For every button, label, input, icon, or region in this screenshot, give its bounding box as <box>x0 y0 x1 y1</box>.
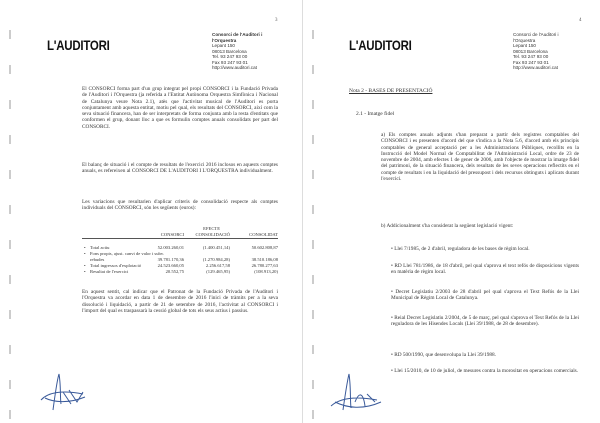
column-header: CONSOLIDAT <box>249 232 278 237</box>
cell: (1.400.451,14) <box>202 245 230 250</box>
row-label: Total ingressos d'explotació <box>90 263 142 268</box>
address-line: Lepant 150 <box>513 43 536 48</box>
binding-holes <box>312 20 315 420</box>
signature <box>325 372 385 414</box>
page-number: 3 <box>275 18 278 23</box>
section-title: 2.1 - Imatge fidel <box>356 111 395 117</box>
cell: (1.270.984,28) <box>202 257 230 262</box>
bullet-item: • Reial Decret Legislatiu 2/2004, de 5 de març, pel qual s'aprova el Text Refós de la Llei reguladora de les Hisendes Locals (Llei 39/1988, de 28 de desembre). <box>391 315 579 328</box>
table-row: • Resultat de l'exercici 20.552,75 (129.465,95) (108.913,20) <box>84 269 278 274</box>
address-line: 08013 Barcelona <box>212 48 247 54</box>
cell: 52.003.260,01 <box>157 245 184 250</box>
address-link[interactable]: http://www.auditori.cat <box>513 65 558 70</box>
document-page-left <box>0 0 298 423</box>
address-line: Fax 93 247 93 01 <box>212 59 248 65</box>
cell: 20.552,75 <box>165 269 184 274</box>
bullet-item: • Llei 7/1985, de 2 d'abril, reguladora de les bases de règim local. <box>391 246 530 252</box>
signature <box>33 370 93 412</box>
address-line: l'Orquestra <box>212 37 237 43</box>
row-label: rebudes <box>90 257 105 262</box>
address-line: Lepant 150 <box>212 43 235 48</box>
page-number: 4 <box>579 18 582 23</box>
bullet-item: • Decret Legislatiu 2/2003 de 28 d'abril pel qual s'aprova el Text Refós de la Llei Municipal de Règim Local de Catalunya. <box>391 289 579 302</box>
table-row: • Total actiu 52.003.260,01 (1.400.451,14) 50.602.808,87 <box>84 245 278 250</box>
table-header <box>82 226 278 239</box>
address-link[interactable]: http://www.auditori.cat <box>212 65 257 70</box>
cell: (108.913,20) <box>254 269 278 274</box>
address-line: Tel. 93 247 93 00 <box>212 54 248 59</box>
table-row: • Total ingressos d'explotació 24.523.660,05 2.256.617,58 26.780.277,63 <box>84 263 278 268</box>
address-line: Consorci de l'Auditori i <box>513 32 559 37</box>
address-block <box>513 32 559 71</box>
group-header: EFECTE <box>203 226 220 231</box>
column-header: CONSORCI <box>160 232 184 237</box>
cell: 24.523.660,05 <box>157 263 184 268</box>
cell: 2.256.617,58 <box>205 263 230 268</box>
address-line: 08013 Barcelona <box>513 48 548 54</box>
cell: 26.780.277,63 <box>251 263 278 268</box>
column-header: CONSOLIDACIÓ <box>195 232 230 237</box>
cell: 50.602.808,87 <box>251 245 278 250</box>
bullet-item: • RD Llei 781/1986, de 18 d'abril, pel qual s'aprova el text refós de disposicions vigents en matèria de règim local. <box>391 263 580 276</box>
bullet-item: • Llei 15/2010, de 10 de juliol, de mesures contra la morositat en operacions comercials. <box>391 368 579 374</box>
address-line: Tel. 93 247 93 00 <box>513 54 549 59</box>
paragraph: Les variacions que resultarien d'aplicar criteris de consolidació respecte als comptes individuals del CONSORCI, són les següents (euros): <box>82 199 278 212</box>
paragraph: El balanç de situació i el compte de resultats de l'exercici 2016 inclosos en aquests comptes anuals, es refereixen al CONSORCI DE L'AUDITORI I L'ORQUESTRA individualment. <box>82 162 278 175</box>
paragraph: El CONSORCI forma part d'un grup integrat pel propi CONSORCI i la Fundació Privada de l'Auditori i l'Orquestra (ja referida a l'Entitat Autònoma Orquestra Simfònica i Nacional de Catalunya veure Nota 2.1), atès que l'activitat musical de l'Auditori es porta conjuntament amb aquesta entitat, motiu pel qual, els resultats del CONSORCI, així com la seva situació financera, han de ser interpretats de forma conjunta amb la resta d'entitats que conformen el grup, donant lloc a que es formulin comptes anuals consolidats per part del CONSORCI. <box>82 86 278 130</box>
consolidation-table <box>82 226 278 275</box>
document-page-right <box>302 0 600 423</box>
row-label: Resultat de l'exercici <box>90 269 129 274</box>
cell: (129.465,95) <box>206 269 230 274</box>
cell: 38.510.186,08 <box>251 257 278 262</box>
address-block <box>212 32 262 71</box>
bullet-item: • RD 500/1990, que desenvolupa la Llei 39/1988. <box>391 352 496 358</box>
note-title: Nota 2 - BASES DE PRESENTACIÓ <box>349 88 433 94</box>
binding-holes <box>9 20 12 420</box>
auditori-logo: L'AUDITORI <box>47 37 110 53</box>
row-label: Fons propis, ajust. canvi de valor i subv. <box>90 251 164 256</box>
auditori-logo: L'AUDITORI <box>349 37 412 53</box>
row-label: Total actiu <box>90 245 110 250</box>
paragraph: En aquest sentit, cal indicar que el Patronat de la Fundació Privada de l'Auditori i l'Orquestra va acordar en data 1 de desembre de 2016 l'inici de tràmits per a la seva dissolució i liquidació, a partir de 21 de setembre de 2016, l'activitat al CONSORCI i l'import del qual es traspassarà la cessió global de tots els seus actius i passius. <box>82 289 278 314</box>
paragraph-a: a) Els comptes anuals adjunts s'han preparat a partir dels registres comptables del CONSORCI i es presenten d'acord del que s'indica a la Nota 5.6, d'acord amb els principis comptables de general acceptació per a les Administracions Públiques, recollits en la Instrucció del Model Normal de Comptabilitat de l'Administració Local, ordre de 23 de novembre de 2004, amb efectes 1 de gener de 2006, amb l'objecte de mostrar la imatge fidel del patrimoni, de la situació financera, dels resultats de les seves operacions reflectits en el compte de resultats i en la liquidació del pressupost i dels recursos obtinguts i aplicats durant l'exercici. <box>381 132 579 183</box>
address-line: Consorci de l'Auditori i <box>212 32 263 37</box>
table-row: • Fons propis, ajust. canvi de valor i subv. <box>84 251 164 256</box>
cell: 39.781.170,36 <box>157 257 184 262</box>
address-line: Fax 93 247 93 01 <box>513 59 549 65</box>
paragraph-b: b) Addicionalment s'ha considerat la següent legislació vigent: <box>381 223 514 229</box>
address-line: l'Orquestra <box>513 37 536 43</box>
